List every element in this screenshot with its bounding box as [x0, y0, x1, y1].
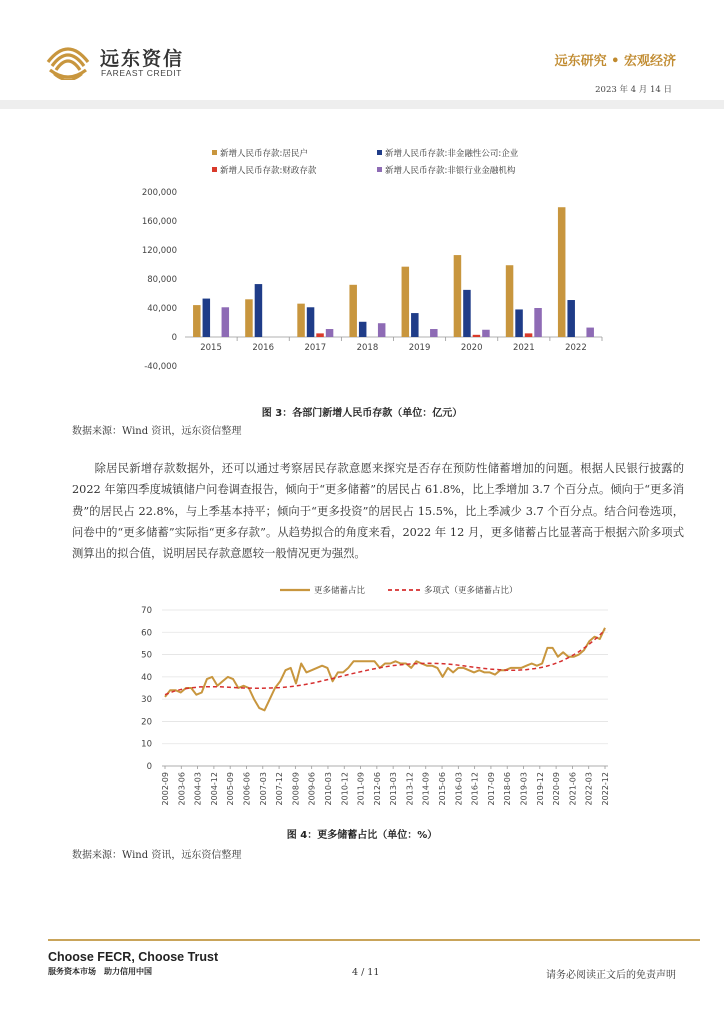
bar	[402, 267, 410, 337]
y-tick-label: 50	[141, 650, 152, 661]
y-tick-label: 70	[141, 606, 152, 616]
x-tick-label: 2022-03	[584, 772, 594, 806]
y-tick-label: 200,000	[141, 188, 177, 198]
bar	[525, 333, 533, 337]
bar	[534, 308, 542, 337]
bar	[482, 330, 490, 337]
x-tick-label: 2012-06	[372, 772, 382, 806]
bar	[349, 285, 357, 337]
report-date: 2023 年 4 月 14 日	[595, 85, 672, 95]
figure4-caption: 图 4：更多储蓄占比（单位：%）	[286, 830, 438, 841]
legend-swatch	[377, 150, 382, 155]
bar	[411, 313, 419, 337]
bar	[203, 299, 211, 337]
y-tick-label: 80,000	[147, 275, 177, 285]
legend-swatch	[212, 150, 217, 155]
page-number: 4 / 11	[352, 967, 380, 978]
legend-label: 新增人民币存款:居民户	[220, 149, 308, 159]
bar	[378, 323, 386, 337]
y-tick-label: 10	[141, 739, 152, 750]
logo-subtitle: FAREAST CREDIT	[101, 68, 182, 78]
series-line	[165, 628, 605, 711]
x-tick-label: 2006-06	[242, 772, 252, 806]
bar	[255, 284, 263, 337]
paragraph-text: 除居民新增存款数据外，还可以通过考察居民存款意愿来探究是否存在预防性储蓄增加的问题。根据人民银行披露的 2022 年第四季度城镇储户问卷调查报告，倾向于“更多储蓄”的居民占 61.8%，比上季增加 3.7 个百分点。倾向于“更多消费”的居民占 22.8%，与上季基本持平；倾向于“更多投资”的居民占 15.5%，比上季减少 3.7 个百分点。结合问卷选项，问卷中的“更多储蓄”实际指“更多存款”。从趋势拟合的角度来看，2022 年 12 月，更多储蓄占比显著高于根据六阶多项式测算出的拟合值，说明居民存款意愿较一般情况更为强烈。	[72, 462, 684, 561]
logo-text: 远东资信	[100, 48, 185, 70]
x-tick-label: 2018-06	[503, 772, 513, 806]
trend-line	[165, 630, 605, 695]
bar	[558, 207, 566, 337]
x-tick-label: 2016	[252, 343, 275, 353]
x-tick-label: 2009-06	[307, 772, 317, 806]
footer-slogan: Choose FECR, Choose Trust	[48, 950, 219, 964]
legend-swatch	[377, 167, 382, 172]
x-tick-label: 2018	[356, 343, 379, 353]
bar	[515, 309, 523, 337]
bar	[326, 329, 334, 337]
legend-label: 更多储蓄占比	[314, 586, 366, 596]
bar	[297, 304, 305, 337]
x-tick-label: 2014-09	[421, 772, 431, 806]
x-tick-label: 2004-03	[193, 772, 203, 806]
header	[0, 0, 724, 110]
x-tick-label: 2015-06	[438, 772, 448, 806]
footer-disclaimer: 请务必阅读正文后的免责声明	[546, 970, 676, 981]
y-tick-label: 40,000	[147, 304, 177, 314]
x-tick-label: 2016-12	[470, 772, 480, 806]
x-tick-label: 2010-03	[323, 772, 333, 806]
bar	[430, 329, 438, 337]
x-tick-label: 2021	[512, 343, 535, 353]
x-tick-label: 2019-12	[535, 772, 545, 806]
x-tick-label: 2019	[408, 343, 431, 353]
bar	[454, 255, 462, 337]
header-divider	[0, 100, 724, 109]
x-tick-label: 2021-06	[568, 772, 578, 806]
x-tick-label: 2002-09	[161, 772, 170, 806]
x-tick-label: 2003-06	[177, 772, 187, 806]
bar	[307, 307, 315, 337]
x-tick-label: 2013-03	[389, 772, 399, 806]
section-title: 远东研究 • 宏观经济	[554, 54, 676, 69]
y-tick-label: 0	[146, 762, 152, 772]
x-tick-label: 2022-12	[601, 772, 610, 806]
x-tick-label: 2008-09	[291, 772, 301, 806]
x-tick-label: 2013-12	[405, 772, 415, 806]
legend-label: 新增人民币存款:非金融性公司:企业	[385, 149, 519, 159]
bar	[316, 333, 324, 337]
x-tick-label: 2007-12	[275, 772, 285, 806]
y-tick-label: 160,000	[141, 217, 177, 227]
body-paragraph	[72, 458, 684, 564]
y-tick-label: 120,000	[141, 246, 177, 256]
bar	[506, 265, 514, 337]
figure3-source: 数据来源：Wind 资讯，远东资信整理	[72, 426, 242, 437]
figure4-source: 数据来源：Wind 资讯，远东资信整理	[72, 850, 242, 861]
figure3-caption: 图 3：各部门新增人民币存款（单位：亿元）	[261, 408, 463, 419]
legend-label: 新增人民币存款:财政存款	[220, 166, 317, 176]
logo-icon	[44, 40, 92, 80]
legend-label: 多项式（更多储蓄占比）	[424, 586, 518, 596]
bar	[193, 305, 201, 337]
footer-subslogan: 服务资本市场 助力信用中国	[48, 967, 152, 976]
x-tick-label: 2007-03	[258, 772, 268, 806]
bar	[245, 299, 253, 337]
bar	[463, 290, 471, 337]
legend-label: 新增人民币存款:非银行业金融机构	[385, 166, 516, 176]
bar	[567, 300, 575, 337]
bar-chart	[140, 140, 610, 380]
y-tick-label: 30	[141, 695, 152, 706]
bar	[359, 322, 367, 337]
footer-divider	[48, 939, 700, 941]
x-tick-label: 2005-09	[226, 772, 236, 806]
x-tick-label: 2010-12	[340, 772, 350, 806]
y-tick-label: 0	[171, 333, 177, 343]
x-tick-label: 2015	[200, 343, 222, 353]
y-tick-label: 20	[141, 717, 152, 728]
legend-swatch	[212, 167, 217, 172]
y-tick-label: 40	[141, 672, 152, 683]
y-tick-label: 60	[141, 628, 152, 639]
x-tick-label: 2016-03	[454, 772, 464, 806]
x-tick-label: 2004-12	[209, 772, 219, 806]
bar	[222, 307, 230, 337]
x-tick-label: 2017-09	[486, 772, 496, 806]
x-tick-label: 2011-09	[356, 772, 366, 806]
x-tick-label: 2020	[460, 343, 483, 353]
x-tick-label: 2019-03	[519, 772, 529, 806]
x-tick-label: 2022	[565, 343, 587, 353]
y-tick-label: -40,000	[144, 362, 177, 372]
bar	[473, 335, 481, 337]
bar	[586, 328, 594, 337]
x-tick-label: 2017	[304, 343, 327, 353]
x-tick-label: 2020-09	[552, 772, 562, 806]
line-chart	[130, 580, 620, 820]
